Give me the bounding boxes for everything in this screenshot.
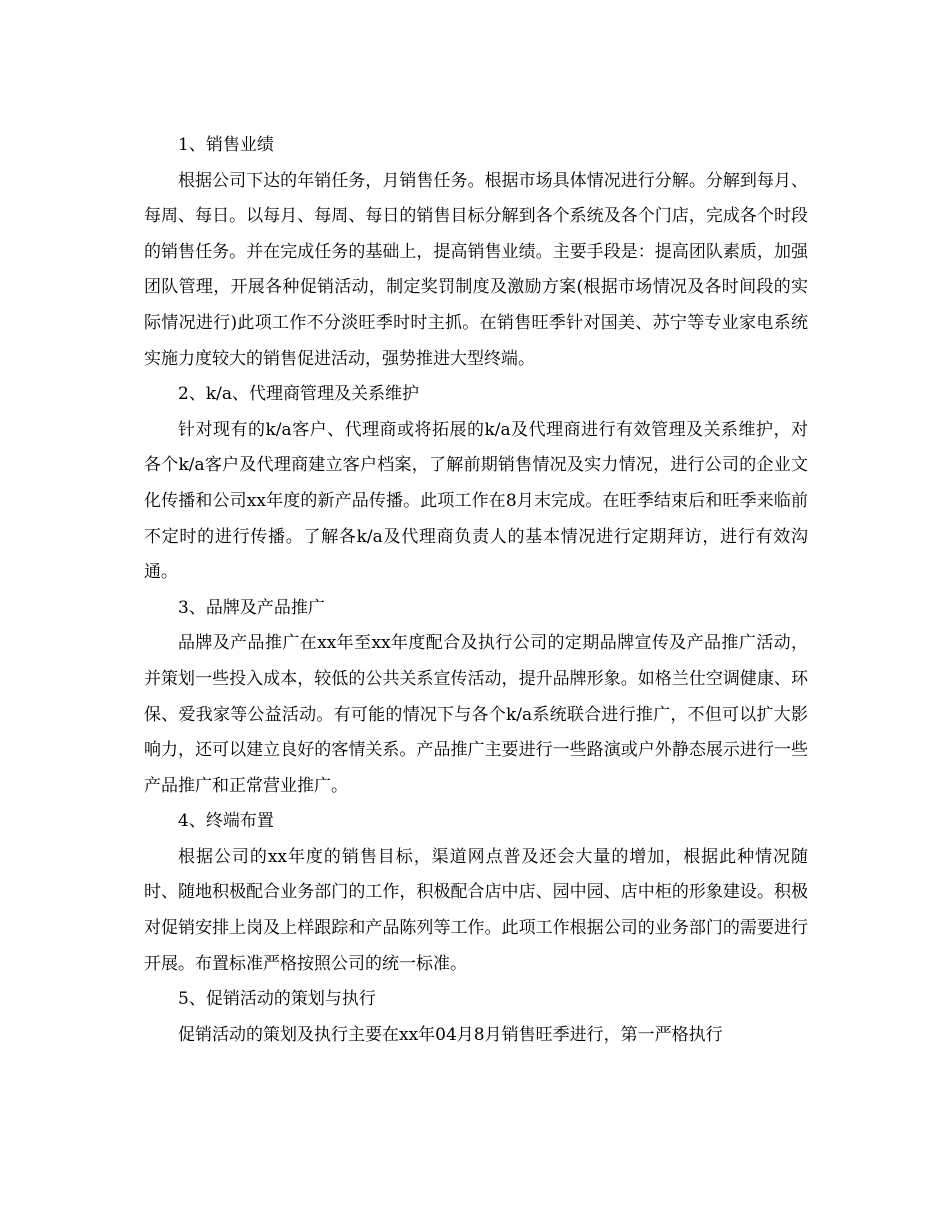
section-body-terminal-layout: 根据公司的xx年度的销售目标，渠道网点普及还会大量的增加，根据此种情况随时、随地积极配合业务部门的工作，积极配合店中店、园中园、店中柜的形象建设。积极对促销安排上岗及上样跟踪和产品陈列等工作。此项工作根据公司的业务部门的需要进行开展。布置标准严格按照公司的统一标准。 — [144, 846, 808, 974]
document-page — [144, 128, 808, 1053]
section-heading-terminal-layout: 4、终端布置 — [178, 811, 274, 832]
section-heading-ka-agent-management: 2、k/a、代理商管理及关系维护 — [178, 384, 419, 405]
section-heading-promotion-planning: 5、促销活动的策划与执行 — [178, 989, 376, 1010]
section-body-sales-performance: 根据公司下达的年销任务，月销售任务。根据市场具体情况进行分解。分解到每月、每周、每日。以每月、每周、每日的销售目标分解到各个系统及各个门店，完成各个时段的销售任务。并在完成任务的基础上，提高销售业绩。主要手段是：提高团队素质，加强团队管理，开展各种促销活动，制定奖罚制度及激励方案(根据市场情况及各时间段的实际情况进行)此项工作不分淡旺季时时主抓。在销售旺季针对国美、苏宁等专业家电系统实施力度较大的销售促进活动，强势推进大型终端。 — [144, 170, 808, 369]
section-body-promotion-planning: 促销活动的策划及执行主要在xx年04月8月销售旺季进行，第一严格执行 — [178, 1024, 723, 1045]
section-heading-brand-promotion: 3、品牌及产品推广 — [178, 597, 325, 618]
section-body-ka-agent-management: 针对现有的k/a客户、代理商或将拓展的k/a及代理商进行有效管理及关系维护，对各个k/a客户及代理商建立客户档案，了解前期销售情况及实力情况，进行公司的企业文化传播和公司xx年度的新产品传播。此项工作在8月末完成。在旺季结束后和旺季来临前不定时的进行传播。了解各k/a及代理商负责人的基本情况进行定期拜访，进行有效沟通。 — [144, 419, 808, 583]
section-body-brand-promotion: 品牌及产品推广在xx年至xx年度配合及执行公司的定期品牌宣传及产品推广活动，并策划一些投入成本，较低的公共关系宣传活动，提升品牌形象。如格兰仕空调健康、环保、爱我家等公益活动。有可能的情况下与各个k/a系统联合进行推广，不但可以扩大影响力，还可以建立良好的客情关系。产品推广主要进行一些路演或户外静态展示进行一些产品推广和正常营业推广。 — [144, 633, 808, 796]
section-heading-sales-performance: 1、销售业绩 — [178, 135, 274, 155]
